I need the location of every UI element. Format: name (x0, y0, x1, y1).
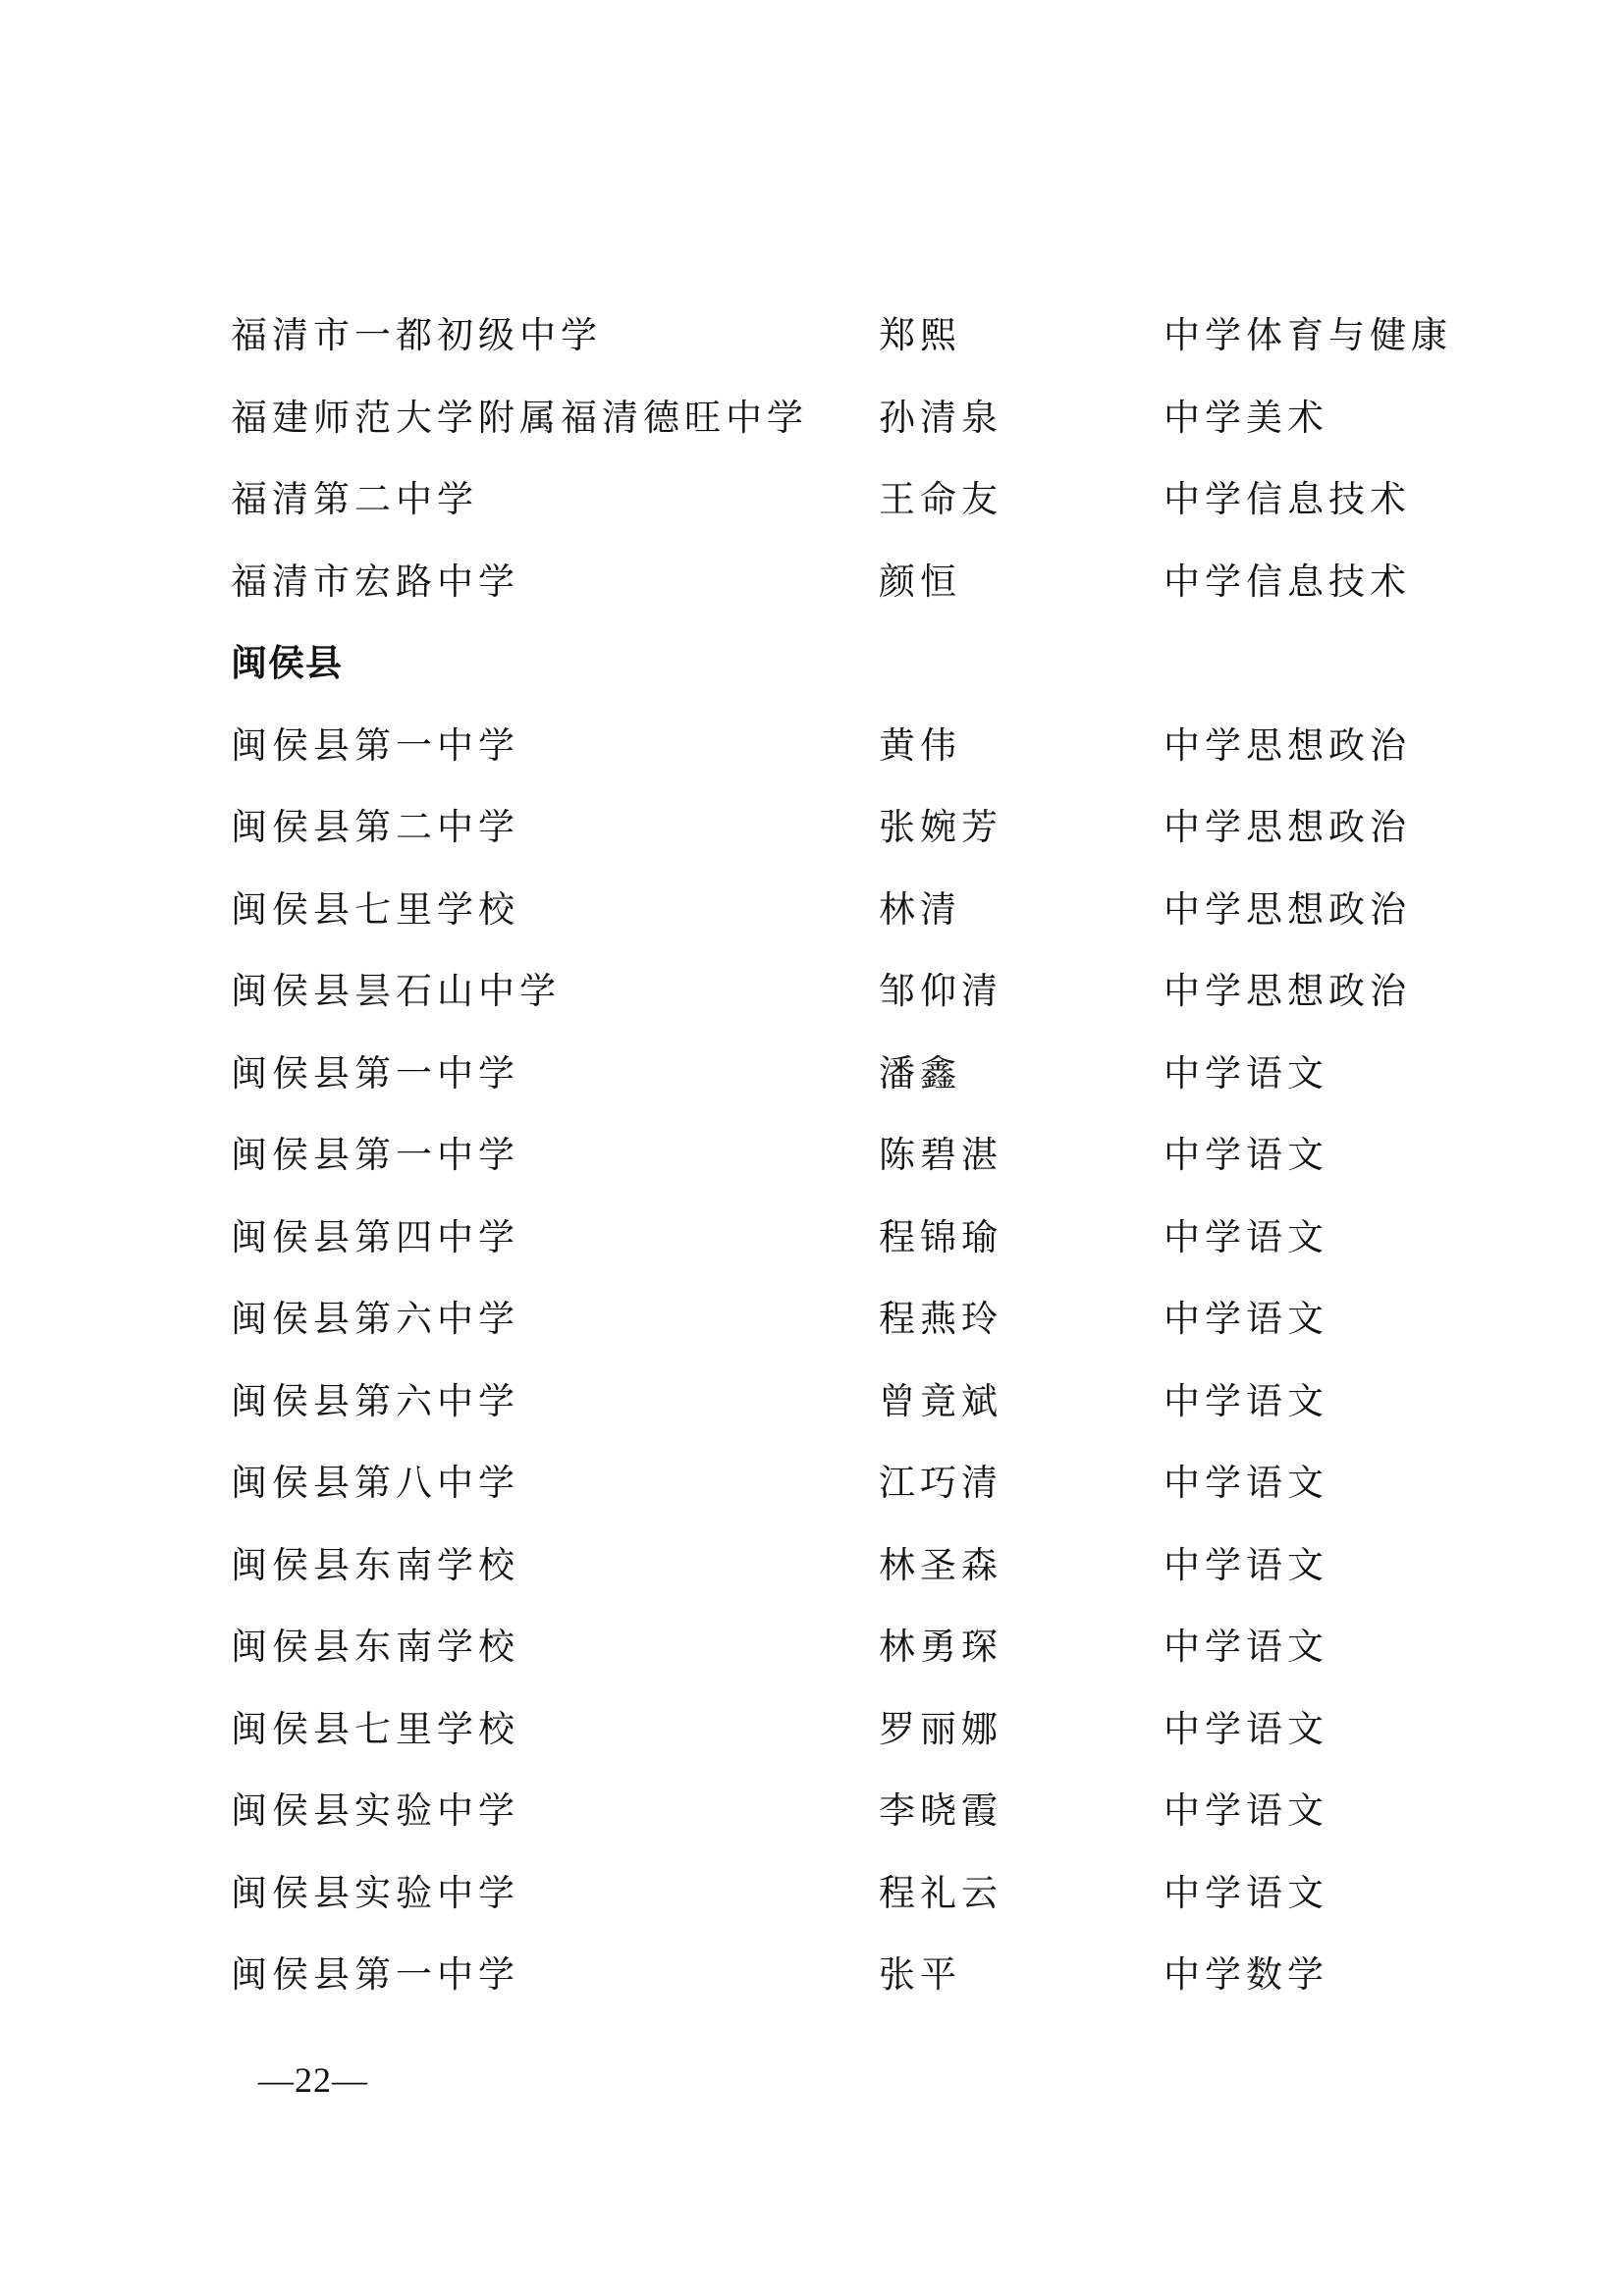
list-row (231, 1114, 1448, 1197)
subject-name: 中学语文 (1164, 1543, 1328, 1586)
list-row (231, 1442, 1448, 1524)
teacher-name: 潘鑫 (879, 1051, 961, 1095)
subject-name: 中学语文 (1164, 1134, 1328, 1176)
subject-name: 中学思想政治 (1164, 723, 1411, 767)
subject-name: 中学语文 (1164, 1298, 1328, 1340)
section-heading: 闽侯县 (231, 642, 343, 684)
subject-name: 中学思想政治 (1164, 887, 1411, 931)
school-name: 闽侯县第六中学 (231, 1298, 519, 1340)
page-number: —22— (258, 2060, 368, 2100)
school-name: 福清市宏路中学 (231, 560, 519, 603)
school-name: 福清第二中学 (231, 478, 478, 520)
list-row (231, 950, 1448, 1033)
list-row (231, 1934, 1448, 2016)
teacher-name: 程礼云 (879, 1871, 1002, 1914)
teacher-name: 林勇琛 (879, 1626, 1002, 1668)
list-row (231, 1361, 1448, 1443)
subject-name: 中学语文 (1164, 1707, 1328, 1750)
teacher-name: 江巧清 (879, 1462, 1002, 1504)
rows-before-group (231, 294, 1452, 622)
teacher-name: 程燕玲 (879, 1298, 1002, 1340)
list-row (231, 1606, 1448, 1688)
list-row (231, 1278, 1448, 1361)
list-row (231, 1197, 1448, 1279)
list-row (231, 1852, 1448, 1935)
subject-name: 中学语文 (1164, 1789, 1328, 1832)
subject-name: 中学语文 (1164, 1871, 1328, 1914)
list-row (231, 1033, 1448, 1115)
list-row (231, 294, 1452, 377)
teacher-name: 郑熙 (879, 314, 961, 356)
list-row (231, 869, 1448, 951)
school-name: 闽侯县东南学校 (231, 1543, 519, 1586)
subject-name: 中学语文 (1164, 1626, 1328, 1668)
school-name: 闽侯县第二中学 (231, 806, 519, 848)
teacher-name: 李晓霞 (879, 1789, 1002, 1832)
school-name: 闽侯县东南学校 (231, 1626, 519, 1668)
school-name: 闽侯县实验中学 (231, 1871, 519, 1914)
list-row (231, 705, 1448, 787)
teacher-name: 颜恒 (879, 560, 961, 603)
school-name: 闽侯县第一中学 (231, 1051, 519, 1095)
school-name: 闽侯县第四中学 (231, 1215, 519, 1258)
subject-name: 中学语文 (1164, 1215, 1328, 1258)
school-name: 闽侯县第一中学 (231, 723, 519, 767)
teacher-name: 林清 (879, 887, 961, 931)
teacher-name: 罗丽娜 (879, 1707, 1002, 1750)
list-row (231, 1770, 1448, 1852)
school-name: 闽侯县七里学校 (231, 887, 519, 931)
rows-after-group (231, 705, 1448, 2016)
school-name: 闽侯县第一中学 (231, 1134, 519, 1176)
list-row (231, 377, 1448, 459)
subject-name: 中学思想政治 (1164, 806, 1411, 848)
teacher-list (231, 294, 1452, 2016)
subject-name: 中学体育与健康 (1164, 314, 1452, 356)
school-name: 闽侯县七里学校 (231, 1707, 519, 1750)
school-name: 闽侯县第八中学 (231, 1462, 519, 1504)
school-name: 闽侯县第一中学 (231, 1953, 519, 1996)
subject-name: 中学语文 (1164, 1462, 1328, 1504)
teacher-name: 孙清泉 (879, 396, 1002, 439)
subject-name: 中学美术 (1164, 396, 1328, 439)
teacher-name: 王命友 (879, 478, 1002, 520)
list-row (231, 458, 1448, 541)
teacher-name: 曾竟斌 (879, 1379, 1002, 1422)
subject-name: 中学信息技术 (1164, 560, 1411, 603)
teacher-name: 邹仰清 (879, 970, 1002, 1012)
teacher-name: 林圣森 (879, 1543, 1002, 1586)
school-name: 福清市一都初级中学 (231, 314, 602, 356)
list-row (231, 1524, 1448, 1607)
school-name: 福建师范大学附属福清德旺中学 (231, 396, 808, 439)
subject-name: 中学思想政治 (1164, 970, 1411, 1012)
teacher-name: 张平 (879, 1953, 961, 1996)
school-name: 闽侯县第六中学 (231, 1379, 519, 1422)
teacher-name: 陈碧湛 (879, 1134, 1002, 1176)
subject-name: 中学数学 (1164, 1953, 1328, 1996)
teacher-name: 张婉芳 (879, 806, 1002, 848)
school-name: 闽侯县实验中学 (231, 1789, 519, 1832)
teacher-name: 黄伟 (879, 723, 961, 767)
list-row (231, 541, 1448, 623)
list-row (231, 1688, 1448, 1771)
teacher-name: 程锦瑜 (879, 1215, 1002, 1258)
school-name: 闽侯县昙石山中学 (231, 970, 561, 1012)
subject-name: 中学信息技术 (1164, 478, 1411, 520)
list-row (231, 786, 1448, 869)
subject-name: 中学语文 (1164, 1051, 1328, 1095)
subject-name: 中学语文 (1164, 1379, 1328, 1422)
